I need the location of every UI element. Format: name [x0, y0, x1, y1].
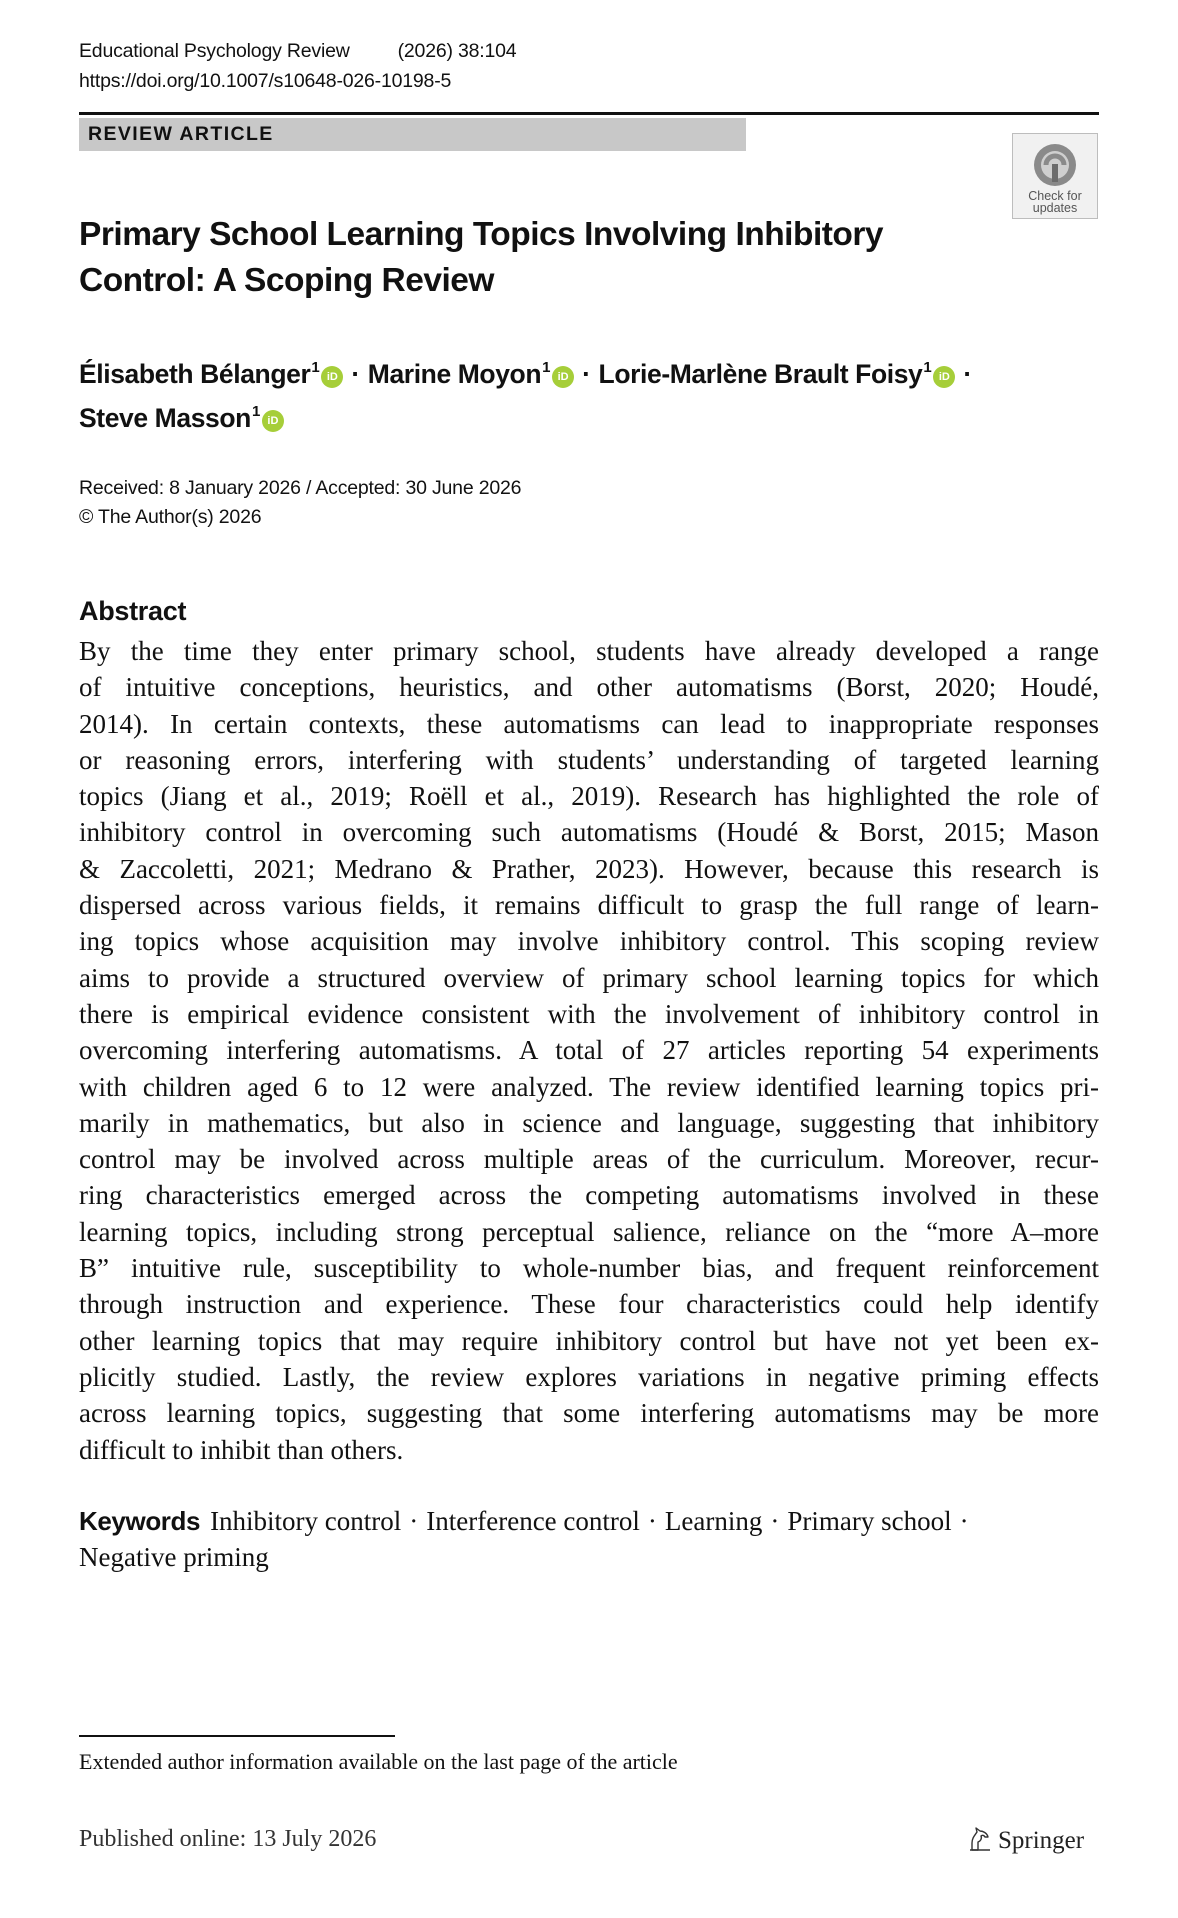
affiliation-marker: 1 — [311, 359, 320, 376]
crossmark-icon — [1032, 142, 1078, 188]
abstract-body — [79, 633, 1099, 1468]
journal-name: Educational Psychology Review — [79, 40, 350, 62]
abstract-line: there is empirical evidence consistent with the involvement of inhibitory control in — [79, 998, 1099, 1029]
abstract-line: plicitly studied. Lastly, the review explores variations in negative priming effects — [79, 1361, 1099, 1392]
affiliation-marker: 1 — [923, 359, 932, 376]
author — [79, 403, 284, 433]
abstract-line: 2014). In certain contexts, these automatisms can lead to inappropriate responses — [79, 708, 1099, 739]
springer-horse-icon — [968, 1826, 992, 1852]
author-separator: · — [582, 359, 591, 389]
abstract-line: ing topics whose acquisition may involve inhibitory control. This scoping review — [79, 926, 1099, 957]
header-rule — [79, 112, 1099, 115]
author — [79, 359, 343, 389]
abstract-line: ring characteristics emerged across the competing automatisms involved in these — [79, 1180, 1099, 1211]
title-line-2: Control: A Scoping Review — [79, 262, 494, 299]
keyword: Inhibitory control — [210, 1506, 402, 1536]
keyword: Learning — [664, 1506, 763, 1536]
abstract-line: marily in mathematics, but also in science and language, suggesting that inhibitory — [79, 1107, 1099, 1138]
copyright-notice: © The Author(s) 2026 — [79, 506, 262, 528]
author-info-footnote: Extended author information available on the last page of the article — [79, 1749, 678, 1774]
publisher-logo — [968, 1826, 1084, 1855]
author-list — [79, 349, 1099, 437]
title-line-1: Primary School Learning Topics Involving Inhibitory — [79, 216, 884, 253]
keywords-label: Keywords — [79, 1506, 201, 1536]
orcid-icon[interactable]: iD — [933, 366, 955, 388]
author-name: Steve Masson — [79, 403, 251, 433]
abstract-line: with children aged 6 to 12 were analyzed. The review identified learning topics pri- — [79, 1071, 1099, 1102]
abstract-line: control may be involved across multiple areas of the curriculum. Moreover, recur- — [79, 1144, 1099, 1175]
abstract-line: of intuitive conceptions, heuristics, and other automatisms (Borst, 2020; Houdé, — [79, 672, 1099, 703]
abstract-line: dispersed across various fields, it remains difficult to grasp the full range of learn- — [79, 890, 1099, 921]
publisher-name: Springer — [998, 1827, 1085, 1854]
abstract-line: topics (Jiang et al., 2019; Roëll et al., 2019). Research has highlighted the role of — [79, 781, 1099, 812]
orcid-icon[interactable]: iD — [262, 410, 284, 432]
author-name: Élisabeth Bélanger — [79, 359, 311, 389]
doi-link[interactable]: https://doi.org/10.1007/s10648-026-10198-5 — [79, 70, 452, 92]
affiliation-marker: 1 — [251, 403, 260, 420]
affiliation-marker: 1 — [542, 359, 551, 376]
keywords-section — [79, 1503, 1099, 1575]
abstract-line: & Zaccoletti, 2021; Medrano & Prather, 2023). However, because this research is — [79, 853, 1099, 884]
issue-citation: (2026) 38:104 — [397, 40, 517, 62]
author-name: Lorie-Marlène Brault Foisy — [598, 359, 923, 389]
article-type-banner: REVIEW ARTICLE — [79, 118, 746, 151]
orcid-icon[interactable]: iD — [552, 366, 574, 388]
check-for-label: Check for — [1028, 189, 1082, 203]
keyword-separator: · — [647, 1506, 657, 1536]
published-online-date: Published online: 13 July 2026 — [79, 1826, 377, 1852]
abstract-line: across learning topics, suggesting that some interfering automatisms may be more — [79, 1398, 1099, 1429]
abstract-line: other learning topics that may require inhibitory control but have not yet been ex- — [79, 1325, 1099, 1356]
abstract-line: inhibitory control in overcoming such automatisms (Houdé & Borst, 2015; Mason — [79, 817, 1099, 848]
keyword: Primary school — [787, 1506, 952, 1536]
keyword: Interference control — [426, 1506, 640, 1536]
author-name: Marine Moyon — [367, 359, 542, 389]
keyword-separator: · — [770, 1506, 780, 1536]
footnote-rule — [79, 1735, 395, 1737]
author — [368, 359, 574, 389]
article-title — [79, 212, 979, 304]
keyword-separator: · — [409, 1506, 419, 1536]
abstract-line: By the time they enter primary school, students have already developed a range — [79, 636, 1099, 666]
keyword: Negative priming — [79, 1542, 269, 1572]
author — [599, 359, 956, 389]
abstract-line: B” intuitive rule, susceptibility to whole-number bias, and frequent reinforcement — [79, 1253, 1099, 1284]
check-for-updates-badge[interactable] — [1012, 133, 1098, 219]
author-separator: · — [351, 359, 360, 389]
abstract-line: through instruction and experience. These four characteristics could help identify — [79, 1289, 1099, 1320]
abstract-line: difficult to inhibit than others. — [79, 1434, 404, 1465]
updates-label: updates — [1032, 201, 1078, 215]
abstract-line: learning topics, including strong perceptual salience, reliance on the “more A–more — [79, 1216, 1099, 1247]
author-separator: · — [963, 359, 972, 389]
abstract-heading: Abstract — [79, 596, 187, 626]
received-accepted-dates: Received: 8 January 2026 / Accepted: 30 June 2026 — [79, 477, 522, 499]
journal-line — [79, 40, 516, 63]
abstract-line: aims to provide a structured overview of primary school learning topics for which — [79, 962, 1099, 993]
abstract-line: or reasoning errors, interfering with students’ understanding of targeted learning — [79, 744, 1099, 775]
orcid-icon[interactable]: iD — [321, 366, 343, 388]
abstract-line: overcoming interfering automatisms. A total of 27 articles reporting 54 experiments — [79, 1035, 1099, 1066]
article-dates — [79, 474, 521, 532]
keyword-separator: · — [959, 1506, 969, 1536]
